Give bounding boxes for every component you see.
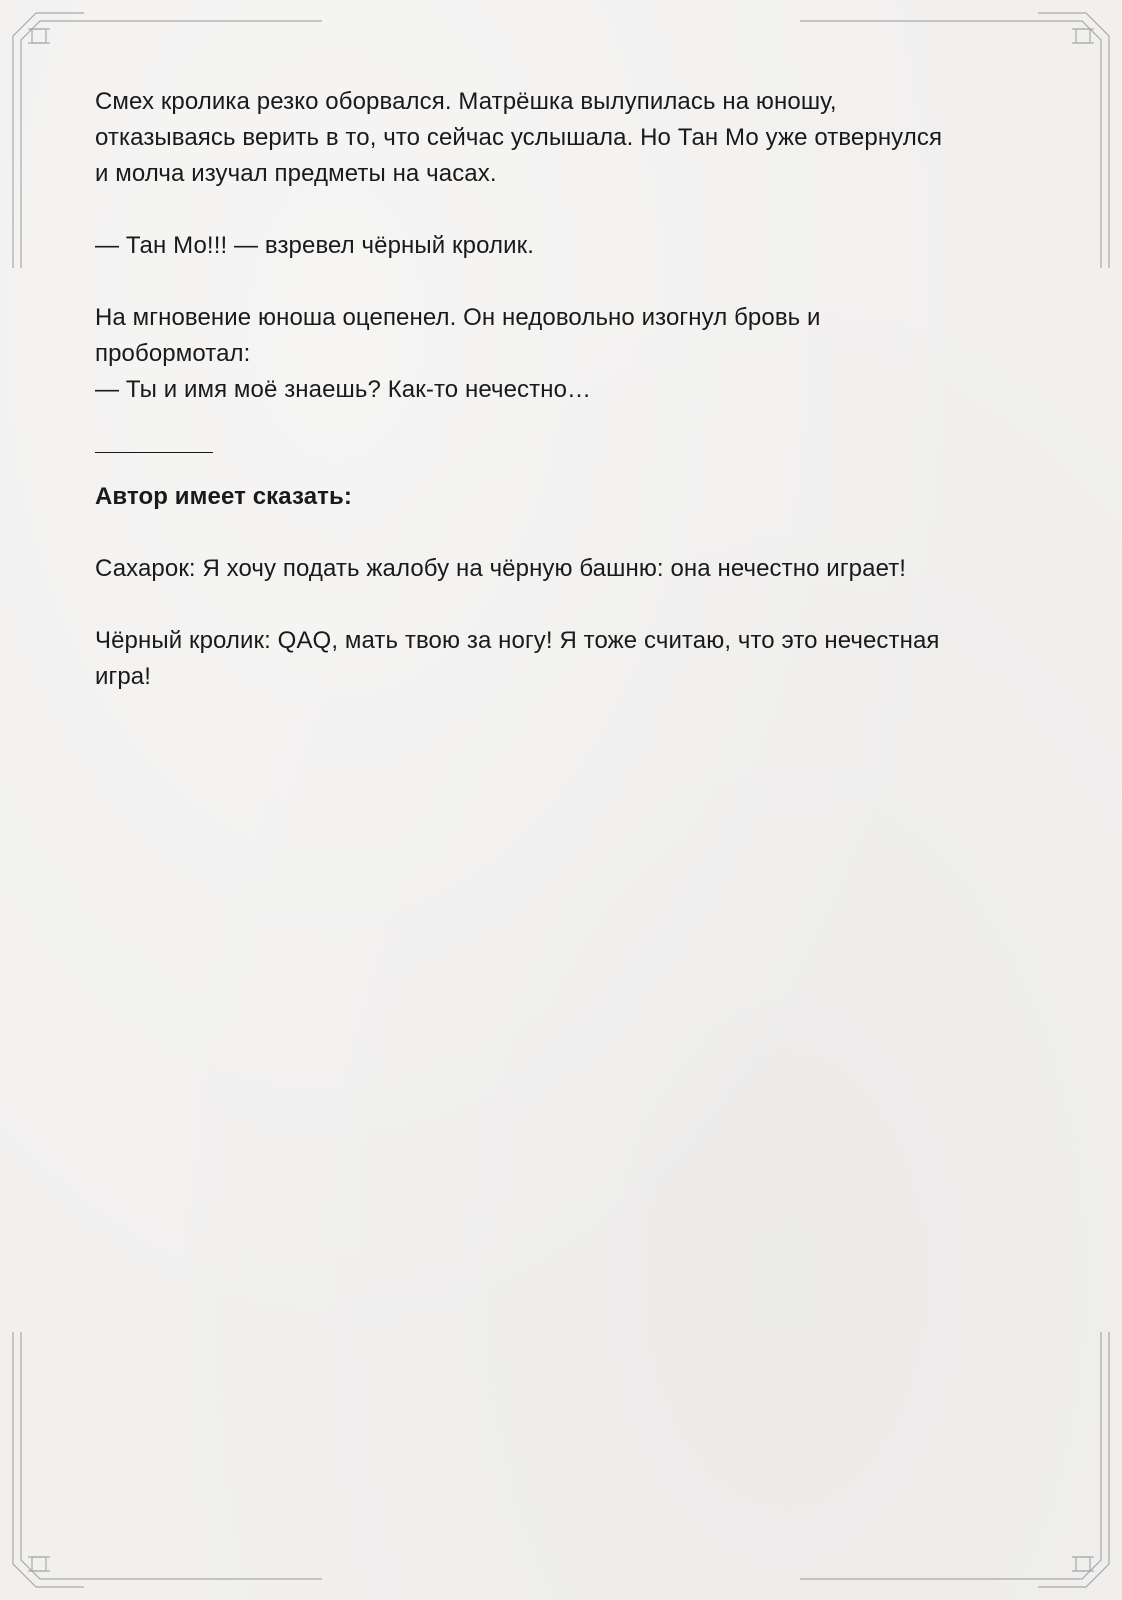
paragraph-spacer bbox=[95, 408, 1035, 452]
author-note-heading: Автор имеет сказать: bbox=[95, 483, 352, 510]
author-note-line-1: Сахарок: Я хочу подать жалобу на чёрную башню: она нечестно играет! bbox=[95, 555, 907, 582]
corner-ornament-bottom-right bbox=[800, 1332, 1109, 1587]
paragraph-1: Смех кролика резко оборвался. Матрёшка вылупилась на юношу, отказываясь верить в то, что сейчас услышала. Но Тан Мо уже отвернулся и молча изучал предметы на часах. bbox=[95, 88, 943, 187]
document-body bbox=[95, 84, 1035, 695]
paragraph-spacer bbox=[95, 587, 1035, 623]
paragraph-spacer bbox=[95, 453, 1035, 479]
paragraph-2: — Тан Мо!!! — взревел чёрный кролик. bbox=[95, 232, 534, 259]
paragraph-spacer bbox=[95, 515, 1035, 551]
paragraph-spacer bbox=[95, 192, 1035, 228]
paragraph-spacer bbox=[95, 264, 1035, 300]
author-note-line-2: Чёрный кролик: QAQ, мать твою за ногу! Я тоже считаю, что это нечестная игра! bbox=[95, 627, 940, 690]
corner-ornament-bottom-left bbox=[13, 1332, 322, 1587]
paragraph-3: На мгновение юноша оцепенел. Он недовольно изогнул бровь и пробормотал: — Ты и имя моё знаешь? Как-то нечестно… bbox=[95, 304, 821, 403]
